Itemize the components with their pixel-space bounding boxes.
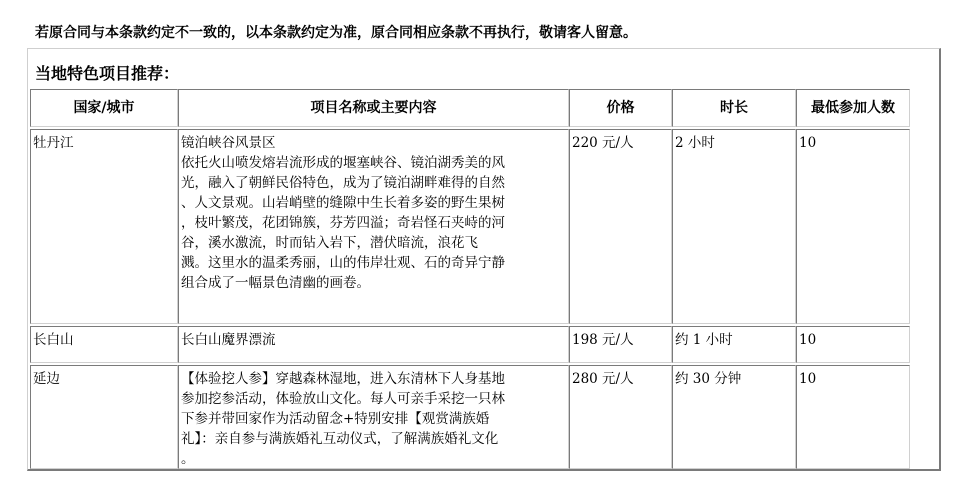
row1-duration: 2 小时 [672, 129, 796, 324]
row1-min-people: 10 [796, 129, 910, 324]
row2-price: 198 元/人 [569, 326, 672, 363]
content-line: 镜泊峡谷风景区 [181, 135, 276, 151]
content-line: 。 [181, 451, 195, 467]
row2-min-people: 10 [796, 326, 910, 363]
row1-price: 220 元/人 [569, 129, 672, 324]
section-title: 当地特色项目推荐： [35, 64, 180, 83]
content-line: 、人文景观。山岩峭壁的缝隙中生长着多姿的野生果树 [181, 195, 505, 211]
content-line: 礼】：亲自参与满族婚礼互动仪式，了解满族婚礼文化 [181, 431, 499, 447]
row1-city: 牡丹江 [30, 129, 178, 324]
content-line: 参加挖参活动，体验放山文化。每人可亲手采挖一只林 [181, 391, 505, 407]
row2-city: 长白山 [30, 326, 178, 363]
content-line: 依托火山喷发熔岩流形成的堰塞峡谷、镜泊湖秀美的风 [181, 155, 505, 171]
header-city: 国家/城市 [30, 89, 178, 127]
content-line: 谷，溪水激流，时而钻入岩下，潜伏暗流，浪花飞 [181, 235, 478, 251]
row3-city: 延边 [30, 365, 178, 469]
row2-duration: 约 1 小时 [672, 326, 796, 363]
content-line: 下参并带回家作为活动留念+特别安排【观赏满族婚 [181, 411, 490, 427]
content-line: 长白山魔界漂流 [181, 332, 276, 348]
row3-duration: 约 30 分钟 [672, 365, 796, 469]
content-line: 光，融入了朝鲜民俗特色，成为了镜泊湖畔难得的自然 [181, 175, 505, 191]
content-line: 组合成了一幅景色清幽的画卷。 [181, 275, 370, 291]
content-line: ，枝叶繁茂，花团锦簇，芬芳四溢；奇岩怪石夹峙的河 [181, 215, 505, 231]
row1-content [178, 129, 569, 324]
row3-content [178, 365, 569, 469]
row3-price: 280 元/人 [569, 365, 672, 469]
content-line: 【体验挖人参】穿越森林湿地，进入东清林下人身基地 [181, 371, 505, 387]
header-content: 项目名称或主要内容 [178, 89, 569, 127]
header-duration: 时长 [672, 89, 796, 127]
content-line: 溅。这里水的温柔秀丽，山的伟岸壮观、石的奇异宁静 [181, 255, 505, 271]
header-min-people: 最低参加人数 [796, 89, 910, 127]
notice-text: 若原合同与本条款约定不一致的，以本条款约定为准，原合同相应条款不再执行，敬请客人留意。 [35, 25, 637, 41]
row2-content [178, 326, 569, 363]
row3-min-people: 10 [796, 365, 910, 469]
header-price: 价格 [569, 89, 672, 127]
